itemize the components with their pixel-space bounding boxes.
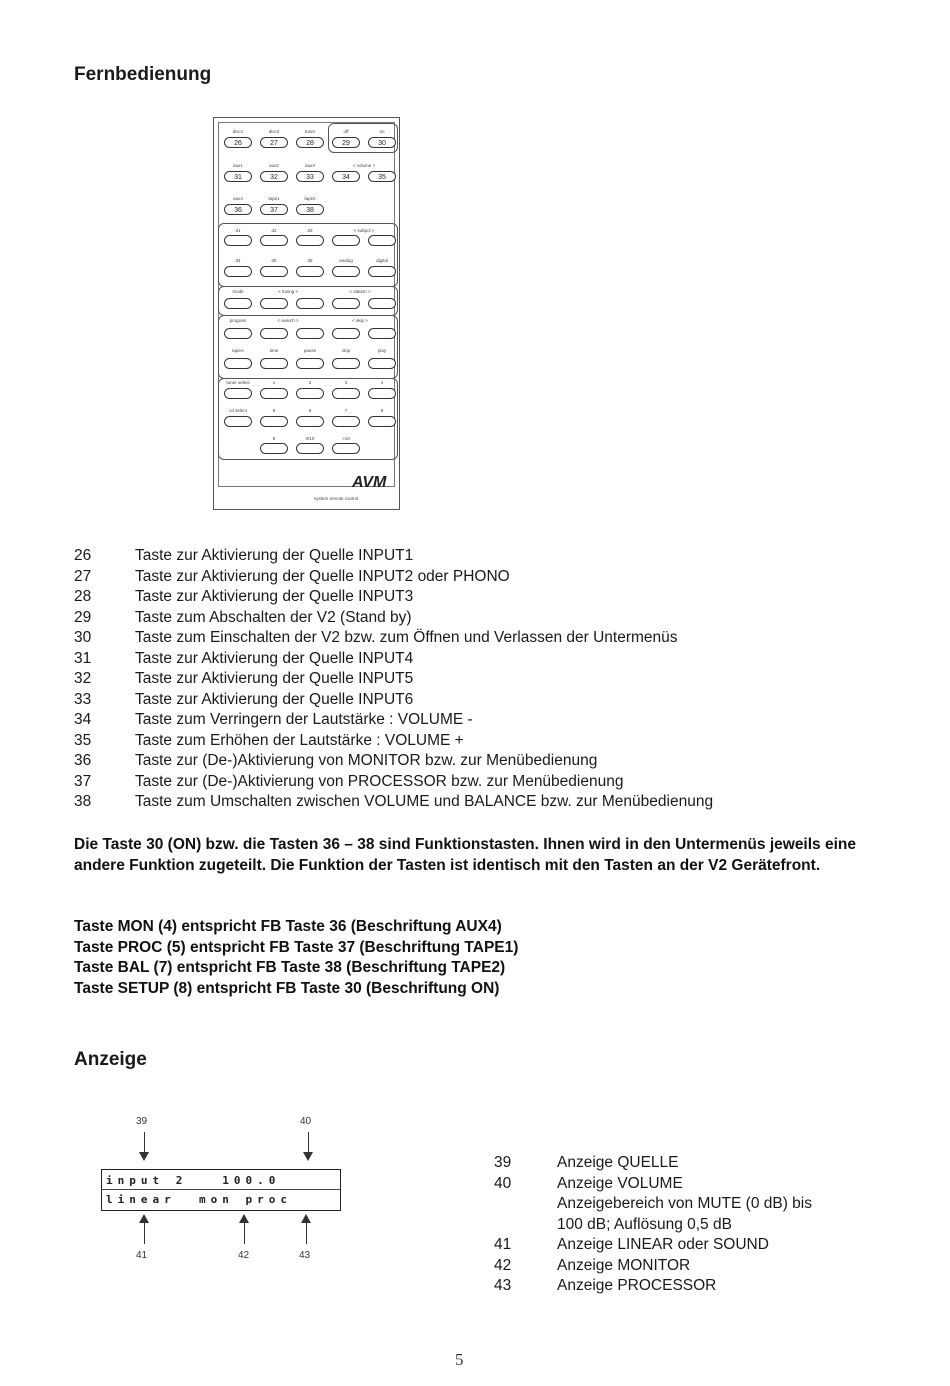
page-number: 5 — [455, 1350, 464, 1369]
key-list-item — [74, 547, 713, 568]
key-list-item — [74, 773, 713, 794]
key-number: 37 — [74, 772, 92, 790]
legend-item — [494, 1277, 812, 1298]
remote-button — [260, 416, 288, 427]
remote-button: 28 — [296, 137, 324, 148]
remote-label: d5 — [271, 258, 277, 263]
remote-label: time — [269, 348, 279, 353]
key-list — [74, 547, 713, 814]
remote-label: tape2 — [304, 196, 316, 201]
remote-button — [296, 388, 324, 399]
key-list-item — [74, 670, 713, 691]
remote-label: on — [379, 129, 385, 134]
key-description: Taste zum Verringern der Lautstärke : VOLUME - — [135, 711, 473, 728]
remote-button — [296, 298, 324, 309]
remote-label: stop — [341, 348, 351, 353]
remote-button — [224, 266, 252, 277]
remote-button — [296, 328, 324, 339]
remote-button — [332, 298, 360, 309]
key-description: Taste zur Aktivierung der Quelle INPUT1 — [135, 547, 414, 564]
key-list-item — [74, 793, 713, 814]
legend-text: Anzeigebereich von MUTE (0 dB) bis — [557, 1195, 813, 1212]
remote-button — [332, 388, 360, 399]
key-number: 31 — [74, 649, 92, 667]
remote-label: d3 — [307, 228, 313, 233]
remote-label: cd select — [229, 408, 247, 413]
key-description: Taste zur Aktivierung der Quelle INPUT3 — [135, 588, 414, 605]
key-list-item — [74, 650, 713, 671]
remote-label: 6 — [308, 408, 312, 413]
legend-text: Anzeige MONITOR — [557, 1256, 691, 1274]
key-description: Taste zur (De-)Aktivierung von MONITOR bzw. zur Menübedienung — [135, 752, 598, 769]
remote-button — [296, 358, 324, 369]
callout-40: 40 — [300, 1116, 312, 1127]
remote-button — [368, 358, 396, 369]
remote-label: < subpol > — [353, 228, 375, 233]
remote-label: 5 — [272, 408, 276, 413]
remote-button — [260, 235, 288, 246]
remote-button — [368, 388, 396, 399]
mapping-lines — [74, 917, 518, 999]
legend-text: Anzeige VOLUME — [557, 1174, 683, 1192]
remote-label: 4 — [380, 380, 384, 385]
remote-tagline: system remote control — [314, 496, 359, 501]
remote-button — [332, 358, 360, 369]
remote-label: < volume > — [352, 163, 376, 168]
remote-button — [332, 416, 360, 427]
legend-number: 39 — [494, 1154, 512, 1171]
legend-item — [494, 1216, 812, 1237]
remote-button — [224, 235, 252, 246]
remote-label: 1 — [272, 380, 276, 385]
arrow-line — [308, 1132, 309, 1154]
key-number: 36 — [74, 752, 92, 769]
display-line-2: linear mon proc — [106, 1193, 292, 1206]
display-panel — [101, 1169, 341, 1211]
remote-button — [224, 328, 252, 339]
remote-label: digital — [376, 258, 388, 263]
remote-label: 2 — [308, 380, 312, 385]
key-number: 35 — [74, 731, 92, 749]
remote-button — [260, 358, 288, 369]
legend-item — [494, 1257, 812, 1278]
mapping-line: Taste PROC (5) entspricht FB Taste 37 (Beschriftung TAPE1) — [74, 938, 519, 956]
remote-label: aux2 — [269, 163, 279, 168]
remote-button — [224, 298, 252, 309]
remote-button — [332, 235, 360, 246]
key-description: Taste zum Umschalten zwischen VOLUME und BALANCE bzw. zur Menübedienung — [135, 793, 714, 810]
callout-41: 41 — [136, 1250, 148, 1261]
remote-label: aux4 — [233, 196, 243, 201]
remote-button — [368, 235, 396, 246]
display-legend — [494, 1154, 812, 1298]
legend-item — [494, 1195, 812, 1216]
key-number: 30 — [74, 629, 92, 646]
remote-button: 34 — [332, 171, 360, 182]
remote-label: pause — [303, 348, 317, 353]
remote-button — [368, 416, 396, 427]
remote-label: >10 — [342, 436, 350, 441]
remote-button: 37 — [260, 204, 288, 215]
remote-label: 7 — [344, 408, 348, 413]
key-number: 26 — [74, 547, 92, 564]
remote-label: disc2 — [268, 129, 280, 134]
arrow-line — [244, 1222, 245, 1244]
key-description: Taste zur Aktivierung der Quelle INPUT2 oder PHONO — [135, 567, 510, 585]
remote-button-group — [218, 315, 398, 379]
remote-button: 38 — [296, 204, 324, 215]
legend-item — [494, 1154, 812, 1175]
key-number: 34 — [74, 711, 92, 728]
legend-number: 42 — [494, 1256, 512, 1274]
remote-button: 32 — [260, 171, 288, 182]
remote-button — [224, 416, 252, 427]
remote-label: tape1 — [268, 196, 280, 201]
remote-label: 0/10 — [305, 436, 315, 441]
avm-logo: AVM — [352, 474, 387, 491]
callout-43: 43 — [299, 1250, 311, 1261]
arrow-line — [306, 1222, 307, 1244]
remote-button: 29 — [332, 137, 360, 148]
remote-button — [296, 266, 324, 277]
remote-label: d2 — [271, 228, 277, 233]
legend-number: 41 — [494, 1236, 512, 1253]
key-description: Taste zum Erhöhen der Lautstärke : VOLUME + — [135, 731, 464, 749]
remote-button: 33 — [296, 171, 324, 182]
legend-text: Anzeige LINEAR oder SOUND — [557, 1236, 769, 1253]
remote-label: play — [377, 348, 387, 353]
remote-label: tuner — [304, 129, 316, 134]
remote-button — [260, 298, 288, 309]
key-list-item — [74, 711, 713, 732]
key-number: 38 — [74, 793, 92, 810]
remote-label: mode — [232, 289, 244, 294]
remote-control-illustration — [213, 117, 400, 510]
key-list-item — [74, 732, 713, 753]
mapping-line: Taste BAL (7) entspricht FB Taste 38 (Beschriftung TAPE2) — [74, 959, 506, 976]
remote-button: 35 — [368, 171, 396, 182]
callout-42: 42 — [238, 1250, 250, 1261]
legend-text: Anzeige QUELLE — [557, 1154, 679, 1171]
remote-button — [332, 266, 360, 277]
remote-button — [224, 388, 252, 399]
remote-label: program — [229, 318, 247, 323]
legend-text: 100 dB; Auflösung 0,5 dB — [557, 1215, 732, 1233]
remote-label: < station > — [349, 289, 371, 294]
remote-label: d6 — [307, 258, 313, 263]
legend-number: 40 — [494, 1174, 512, 1192]
remote-button — [260, 388, 288, 399]
remote-button — [296, 443, 324, 454]
remote-label: 3 — [344, 380, 348, 385]
key-list-item — [74, 568, 713, 589]
arrow-down-icon — [139, 1152, 149, 1161]
remote-button — [368, 328, 396, 339]
section-title-fernbedienung: Fernbedienung — [74, 64, 212, 85]
remote-label: d1 — [235, 228, 241, 233]
remote-button — [260, 266, 288, 277]
remote-label: < skip > — [352, 318, 368, 323]
remote-label: aux3 — [305, 163, 315, 168]
key-list-item — [74, 629, 713, 650]
arrow-down-icon — [303, 1152, 313, 1161]
remote-label: aux1 — [233, 163, 243, 168]
remote-label: 8 — [380, 408, 384, 413]
key-number: 33 — [74, 690, 92, 708]
remote-button — [296, 235, 324, 246]
remote-button: 26 — [224, 137, 252, 148]
key-number: 32 — [74, 670, 92, 687]
key-list-item — [74, 609, 713, 630]
remote-label: analog — [339, 258, 353, 263]
remote-label: off — [343, 129, 349, 134]
remote-label: < search > — [277, 318, 299, 323]
section-title-anzeige: Anzeige — [74, 1049, 147, 1070]
remote-button — [368, 266, 396, 277]
key-description: Taste zum Abschalten der V2 (Stand by) — [135, 608, 412, 626]
remote-button: 31 — [224, 171, 252, 182]
key-description: Taste zur Aktivierung der Quelle INPUT5 — [135, 670, 414, 687]
remote-label: disc1 — [232, 129, 244, 134]
remote-label: tapeA — [232, 348, 244, 353]
mapping-line: Taste MON (4) entspricht FB Taste 36 (Beschriftung AUX4) — [74, 918, 502, 935]
arrow-line — [144, 1132, 145, 1154]
legend-item — [494, 1175, 812, 1196]
callout-39: 39 — [136, 1116, 148, 1127]
remote-button — [260, 328, 288, 339]
key-list-item — [74, 752, 713, 773]
remote-button — [368, 298, 396, 309]
arrow-line — [144, 1222, 145, 1244]
remote-button — [332, 328, 360, 339]
remote-button: 30 — [368, 137, 396, 148]
remote-button — [260, 443, 288, 454]
key-number: 29 — [74, 608, 92, 626]
display-line-1: input 2 100.0 — [106, 1174, 281, 1187]
function-note: Die Taste 30 (ON) bzw. die Tasten 36 – 38 sind Funktionstasten. Ihnen wird in den Untermenüs jeweils eine andere Funktion zugeteilt. Die Funktion der Tasten ist identisch mit den Tasten an der V2 Gerätefront. — [74, 836, 856, 874]
key-number: 27 — [74, 567, 92, 585]
remote-label: 9 — [272, 436, 276, 441]
remote-button — [332, 443, 360, 454]
remote-button: 36 — [224, 204, 252, 215]
key-number: 28 — [74, 588, 92, 605]
key-description: Taste zum Einschalten der V2 bzw. zum Öffnen und Verlassen der Untermenüs — [135, 629, 678, 646]
key-description: Taste zur Aktivierung der Quelle INPUT4 — [135, 649, 414, 667]
key-list-item — [74, 691, 713, 712]
remote-button: 27 — [260, 137, 288, 148]
remote-label: < tuning > — [277, 289, 299, 294]
mapping-line: Taste SETUP (8) entspricht FB Taste 30 (Beschriftung ON) — [74, 979, 500, 997]
remote-button — [296, 416, 324, 427]
remote-label: d4 — [235, 258, 241, 263]
legend-number: 43 — [494, 1277, 512, 1294]
display-divider — [102, 1189, 340, 1190]
remote-label: tuner select — [226, 380, 250, 385]
legend-text: Anzeige PROCESSOR — [557, 1277, 717, 1294]
remote-button — [224, 358, 252, 369]
key-description: Taste zur Aktivierung der Quelle INPUT6 — [135, 690, 414, 708]
key-list-item — [74, 588, 713, 609]
key-description: Taste zur (De-)Aktivierung von PROCESSOR bzw. zur Menübedienung — [135, 772, 624, 790]
legend-item — [494, 1236, 812, 1257]
